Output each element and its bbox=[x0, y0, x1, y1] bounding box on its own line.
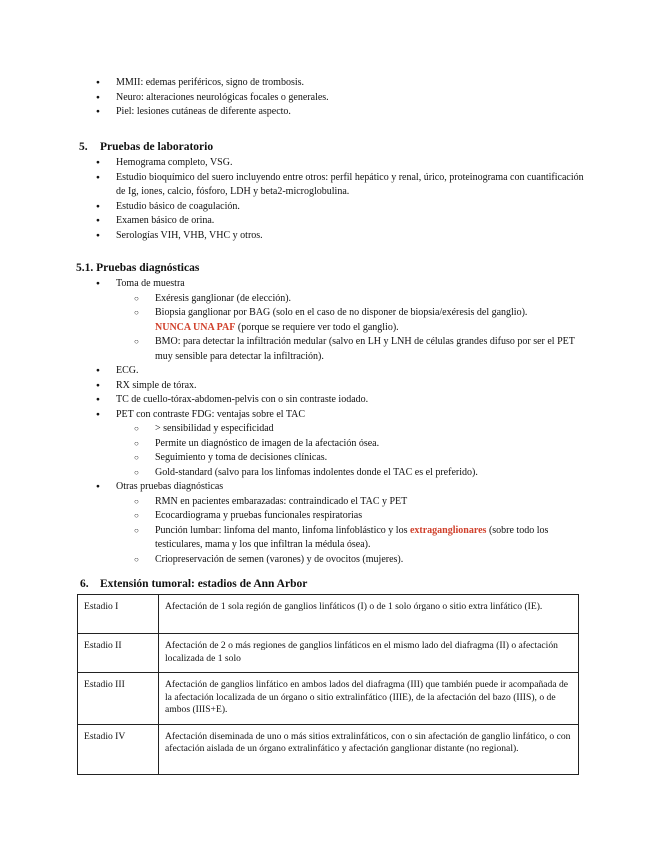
stage-cell: Estadio III bbox=[78, 673, 159, 725]
section-6-heading bbox=[80, 577, 580, 591]
list-item: ● Hemograma completo, VSG. bbox=[0, 156, 655, 171]
sub-item: ○ RMN en pacientes embarazadas: contraindicado el TAC y PET bbox=[0, 495, 655, 510]
section-5-title: Pruebas de laboratorio bbox=[100, 141, 214, 153]
toma-sublist bbox=[0, 292, 655, 365]
description-cell: Afectación diseminada de uno o más sitios extralinfáticos, con o sin afectación de ganglio linfático, o con afectación aislada de un órgano extralinfático y afectación ganglionar distante (no regional). bbox=[159, 724, 579, 774]
sub-item: ○ Seguimiento y toma de decisiones clínicas. bbox=[0, 451, 655, 466]
table-row bbox=[78, 595, 579, 634]
exploration-list bbox=[0, 76, 655, 120]
list-item: ● Examen básico de orina. bbox=[0, 214, 655, 229]
stage-cell: Estadio I bbox=[78, 595, 159, 634]
warning-text: NUNCA UNA PAF bbox=[155, 321, 236, 333]
highlight-text: extraganglionares bbox=[409, 524, 487, 536]
table-row bbox=[78, 724, 579, 774]
sub-item: ○ Permite un diagnóstico de imagen de la afectación ósea. bbox=[0, 437, 655, 452]
sub-item: ○ Exéresis ganglionar (de elección). bbox=[0, 292, 655, 307]
section-6-number: 6. bbox=[80, 578, 89, 590]
table-row bbox=[78, 673, 579, 725]
sub-item: ○ Punción lumbar: linfoma del manto, linfoma linfoblástico y los extraganglionares (sobre todo los testiculares, mama y los que infiltran la médula ósea). bbox=[0, 524, 655, 553]
list-item: ● Piel: lesiones cutáneas de diferente aspecto. bbox=[0, 105, 655, 120]
list-item-toma bbox=[0, 277, 655, 364]
otras-label: Otras pruebas diagnósticas bbox=[116, 481, 224, 492]
description-cell: Afectación de 2 o más regiones de ganglios linfáticos en el mismo lado del diafragma (II) o afectación localizada de 1 solo bbox=[159, 634, 579, 673]
list-item: ● ECG. bbox=[0, 364, 655, 379]
list-item: ● Estudio básico de coagulación. bbox=[0, 200, 655, 215]
list-item: ● RX simple de tórax. bbox=[0, 379, 655, 394]
diagnostic-tests-list bbox=[0, 277, 655, 567]
table-row bbox=[78, 634, 579, 673]
section-5-heading bbox=[79, 140, 579, 154]
section-5-number: 5. bbox=[79, 141, 88, 153]
sub-item: ○ Ecocardiograma y pruebas funcionales respiratorias bbox=[0, 509, 655, 524]
list-item: ● Estudio bioquímico del suero incluyendo entre otros: perfil hepático y renal, úrico, proteinograma con cuantificación de Ig, iones, calcio, fósforo, LDH y beta2-microglobulina. bbox=[0, 171, 655, 200]
description-cell: Afectación de ganglios linfático en ambos lados del diafragma (III) que también puede ir acompañada de la afectación localizada de un órgano o sitio extralinfático (IIIE), de la afectación del bazo (IIIS), o de ambos (IIIS+E). bbox=[159, 673, 579, 725]
section-5-1-heading: 5.1. Pruebas diagnósticas bbox=[76, 262, 200, 274]
sub-item: ○ Criopreservación de semen (varones) y de ovocitos (mujeres). bbox=[0, 553, 655, 568]
list-item: ● Serologías VIH, VHB, VHC y otros. bbox=[0, 229, 655, 244]
list-item-otras bbox=[0, 480, 655, 567]
lab-tests-list bbox=[0, 156, 655, 243]
section-6-title: Extensión tumoral: estadios de Ann Arbor bbox=[100, 578, 308, 590]
toma-label: Toma de muestra bbox=[116, 278, 185, 289]
stage-cell: Estadio II bbox=[78, 634, 159, 673]
list-item: ● Neuro: alteraciones neurológicas focales o generales. bbox=[0, 91, 655, 106]
sub-item: ○ Gold-standard (salvo para los linfomas indolentes donde el TAC es el preferido). bbox=[0, 466, 655, 481]
pet-label: PET con contraste FDG: ventajas sobre el TAC bbox=[116, 408, 306, 420]
sub-item: ○ BMO: para detectar la infiltración medular (salvo en LH y LNH de células grandes difuso por ser el PET muy sensible para detectar la infiltración). bbox=[0, 335, 655, 364]
ann-arbor-table bbox=[77, 594, 579, 775]
sub-item: ○ > sensibilidad y especificidad bbox=[0, 422, 655, 437]
otras-sublist bbox=[0, 495, 655, 568]
list-item-pet bbox=[0, 408, 655, 481]
stage-cell: Estadio IV bbox=[78, 724, 159, 774]
sub-item: ○ Biopsia ganglionar por BAG (solo en el caso de no disponer de biopsia/exéresis del ganglio). NUNCA UNA PAF (porque se requiere ver todo el ganglio). bbox=[0, 306, 655, 335]
pet-sublist bbox=[0, 422, 655, 480]
description-cell: Afectación de 1 sola región de ganglios linfáticos (I) o de 1 solo órgano o sitio extra linfático (IE). bbox=[159, 595, 579, 634]
list-item: ● MMII: edemas periféricos, signo de trombosis. bbox=[0, 76, 655, 91]
list-item: ● TC de cuello-tórax-abdomen-pelvis con o sin contraste iodado. bbox=[0, 393, 655, 408]
